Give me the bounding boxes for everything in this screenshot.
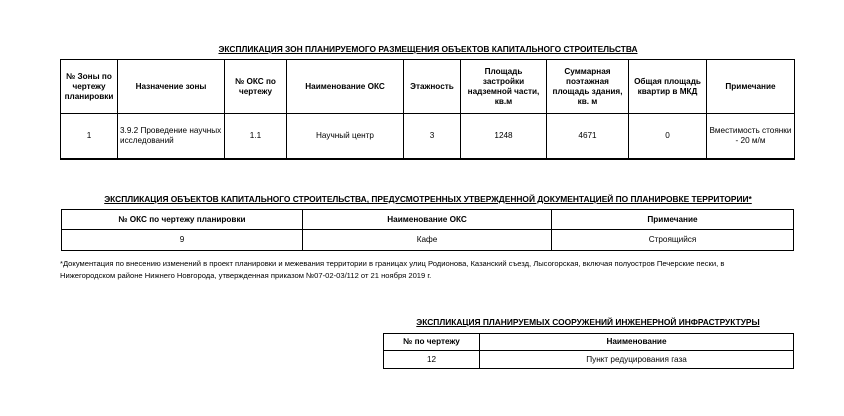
header-oks-name: Наименование ОКС xyxy=(287,60,404,114)
cell-note: Вместимость стоянки - 20 м/м xyxy=(707,114,795,160)
table1-title: ЭКСПЛИКАЦИЯ ЗОН ПЛАНИРУЕМОГО РАЗМЕЩЕНИЯ ОБЪЕКТОВ КАПИТАЛЬНОГО СТРОИТЕЛЬСТВА xyxy=(218,44,638,54)
cell-total-floor-area: 4671 xyxy=(547,114,629,160)
header-note: Примечание xyxy=(707,60,795,114)
footnote xyxy=(60,258,800,282)
cell-drawing-number: 12 xyxy=(384,351,480,369)
table-header-row xyxy=(62,210,794,230)
approved-objects-table xyxy=(61,209,794,251)
header-zone-number: № Зоны по чертежу планировки xyxy=(61,60,118,114)
infrastructure-table xyxy=(383,333,794,369)
table2-title: ЭКСПЛИКАЦИЯ ОБЪЕКТОВ КАПИТАЛЬНОГО СТРОИТЕЛЬСТВА, ПРЕДУСМОТРЕННЫХ УТВЕРЖДЕННОЙ ДОКУМЕНТАЦИЕЙ ПО ПЛАНИРОВКЕ ТЕРРИТОРИИ* xyxy=(104,194,752,204)
header-apartment-area: Общая площадь квартир в МКД xyxy=(629,60,707,114)
footnote-line-1: *Документация по внесению изменений в проект планировки и межевания территории в границах улиц Родионова, Казанский съезд, Лысогорская, включая полуостров Печерские пески, в xyxy=(60,259,725,268)
header-oks-number: № ОКС по чертежу xyxy=(225,60,287,114)
cell-floors: 3 xyxy=(404,114,461,160)
header-oks-name: Наименование ОКС xyxy=(303,210,552,230)
table3-title: ЭКСПЛИКАЦИЯ ПЛАНИРУЕМЫХ СООРУЖЕНИЙ ИНЖЕНЕРНОЙ ИНФРАСТРУКТУРЫ xyxy=(416,317,760,327)
cell-oks-name: Кафе xyxy=(303,230,552,251)
table-row xyxy=(62,230,794,251)
cell-note: Строящийся xyxy=(552,230,794,251)
cell-oks-name: Научный центр xyxy=(287,114,404,160)
cell-building-area: 1248 xyxy=(461,114,547,160)
table-header-row xyxy=(61,60,795,114)
header-total-floor-area: Суммарная поэтажная площадь здания, кв. м xyxy=(547,60,629,114)
cell-zone-number: 1 xyxy=(61,114,118,160)
header-drawing-number: № по чертежу xyxy=(384,334,480,351)
cell-oks-number: 1.1 xyxy=(225,114,287,160)
table-row xyxy=(61,114,795,160)
footnote-line-2: Нижегородском районе Нижнего Новгорода, утвержденная приказом №07-02-03/112 от 21 ноября 2019 г. xyxy=(60,271,432,280)
header-oks-number: № ОКС по чертежу планировки xyxy=(62,210,303,230)
header-building-area: Площадь застройки надземной части, кв.м xyxy=(461,60,547,114)
header-floors: Этажность xyxy=(404,60,461,114)
cell-oks-number: 9 xyxy=(62,230,303,251)
cell-name: Пункт редуцирования газа xyxy=(480,351,794,369)
zones-table xyxy=(60,59,795,160)
header-note: Примечание xyxy=(552,210,794,230)
cell-zone-purpose: 3.9.2 Проведение научных исследований xyxy=(118,114,225,160)
cell-apartment-area: 0 xyxy=(629,114,707,160)
header-name: Наименование xyxy=(480,334,794,351)
header-zone-purpose: Назначение зоны xyxy=(118,60,225,114)
table-row xyxy=(384,351,794,369)
table-header-row xyxy=(384,334,794,351)
